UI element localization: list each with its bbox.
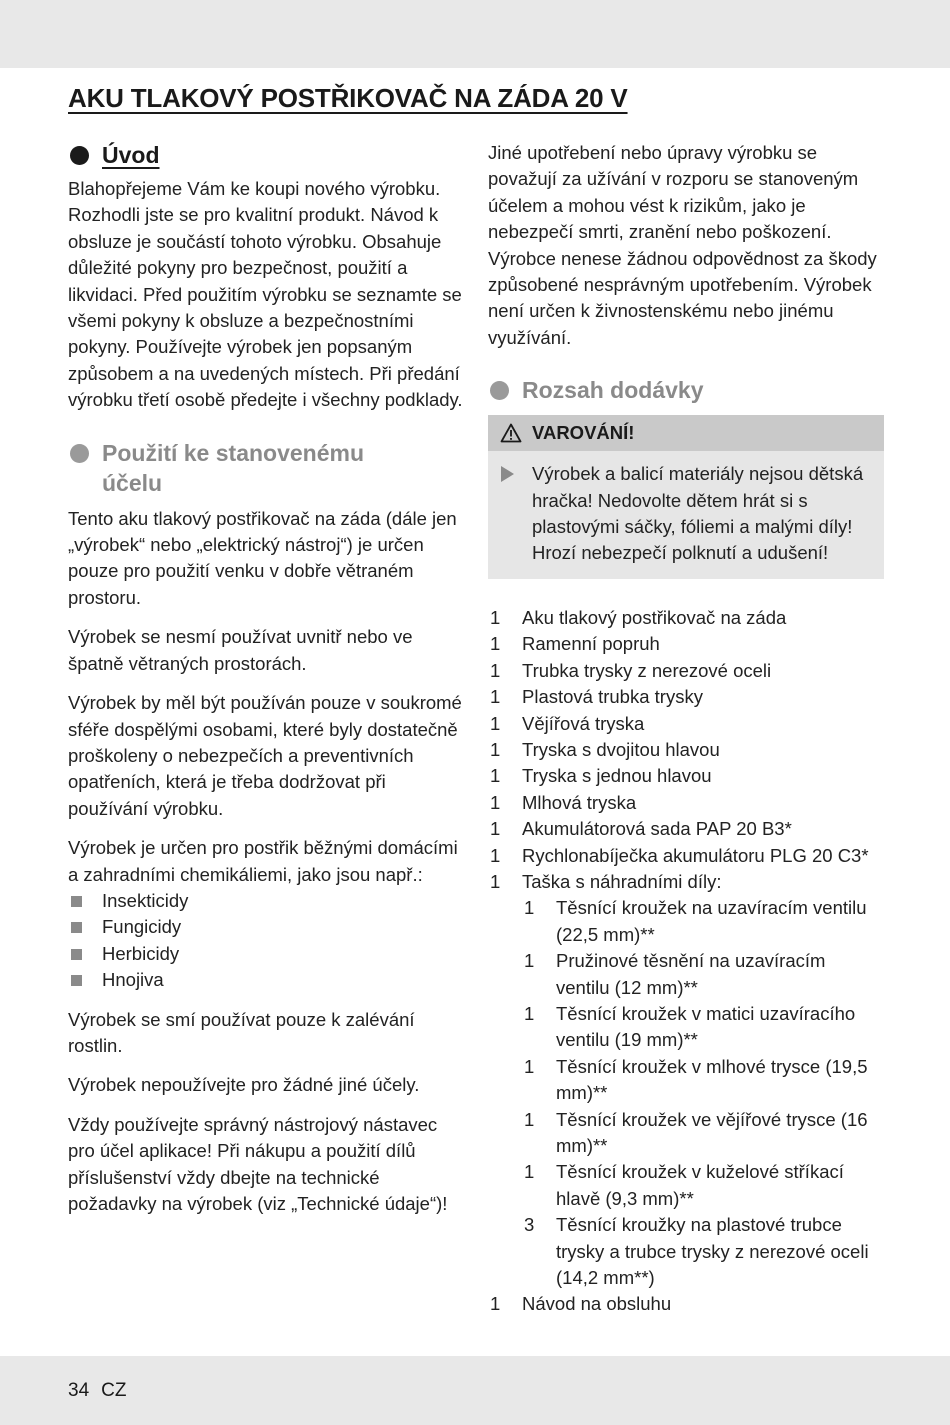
chemicals-list (68, 888, 466, 994)
intro-paragraph: Blahopřejeme Vám ke koupi nového výrobku. Rozhodli jste se pro kvalitní produkt. Návod k obsluze je součástí tohoto výrobku. Obsahuje důležité pokyny pro bezpečnost, použití a likvidaci. Před použitím výrobku se seznamte se všemi pokyny k obsluze a bezpečnostními pokyny. Používejte výrobek jen popsaným způsobem a na uvedených místech. Při předání výrobku třetí osobě předejte i všechny podklady. (68, 178, 463, 411)
document-title: AKU TLAKOVÝ POSTŘIKOVAČ NA ZÁDA 20 V (68, 83, 628, 113)
list-item: 1 Plastová trubka trysky (490, 686, 703, 708)
usage-paragraph-1: Tento aku tlakový postřikovač na záda (dále jen „výrobek“ nebo „elektrický nástroj“) je určen pouze pro použití venku v dobře větraném prostoru. (68, 507, 457, 608)
bullet-dot-icon (490, 381, 509, 400)
page-footer (68, 1378, 126, 1404)
list-item: 1 Taška s náhradními díly: 1 Těsnící kroužek na uzavíracím ventilu (22,5 mm)** 1 Pružinové těsnění na uzavíracím ventilu (12 mm)** 1 Těsnící kroužek v matici uzavíracího ventilu (19 mm)** 1 Těsnící kroužek v mlhové trysce (19,5 mm)** 1 Těsnící kroužek ve vějířové trysce (16 mm)** 1 Těsnící kroužek v kuželové stříkací hlavě (9,3 mm)** 3 Těsnící kroužky na plastové trubce trysky a trubce trysky z nerezové oceli (14,2 mm**) (488, 869, 884, 1292)
list-item: 1 Tryska s jednou hlavou (490, 765, 712, 787)
list-item: 1 Těsnící kroužek ve vějířové trysce (16 mm)** (524, 1108, 868, 1156)
usage-paragraph-4: Výrobek je určen pro postřik běžnými domácími a zahradními chemikáliemi, jako jsou např.: (68, 837, 458, 885)
warning-triangle-icon (500, 423, 522, 443)
arrow-right-icon (501, 466, 514, 482)
delivery-list (488, 605, 884, 1318)
list-item: 1 Těsnící kroužek v kuželové stříkací hlavě (9,3 mm)** (524, 1161, 844, 1209)
language-code: CZ (101, 1380, 127, 1401)
square-bullet-icon (71, 896, 82, 907)
usage-paragraph-8: Jiné upotřebení nebo úpravy výrobku se považují za užívání v rozporu se stanoveným účelem a mohou vést k rizikům, jako je nebezpečí smrti, zranění nebo poškození. Výrobce nenese žádnou odpovědnost za škody způsobené nesprávným upotřebením. Výrobek není určen k živnostenskému nebo jinému využívání. (488, 142, 877, 348)
spare-parts-list (522, 895, 884, 1291)
list-item: 1 Akumulátorová sada PAP 20 B3* (490, 818, 792, 840)
delivery-heading: Rozsah dodávky (488, 375, 884, 405)
square-bullet-icon (71, 949, 82, 960)
list-item: 1 Rychlonabíječka akumulátoru PLG 20 C3* (490, 844, 869, 866)
header-band (0, 0, 950, 68)
square-bullet-icon (71, 922, 82, 933)
list-item: 1 Tryska s dvojitou hlavou (490, 738, 720, 760)
list-item: Insekticidy (68, 888, 466, 914)
list-item: 3 Těsnící kroužky na plastové trubce trysky a trubce trysky z nerezové oceli (14,2 mm**) (524, 1214, 869, 1289)
usage-paragraph-3: Výrobek by měl být používán pouze v soukromé sféře dospělými osobami, které byly dostatečně proškoleny o nebezpečích a preventivních opatřeních, která je třeba dodržovat při používání výrobku. (68, 692, 462, 819)
usage-heading: Použití ke stanovenému účelu (68, 438, 466, 498)
list-item: 1 Aku tlakový postřikovač na záda (490, 606, 787, 628)
list-item: Herbicidy (68, 941, 466, 967)
usage-paragraph-7: Vždy používejte správný nástrojový nástavec pro účel aplikace! Při nákupu a použití dílů příslušenství vždy dbejte na technické požadavky na výrobek (viz „Technické údaje“)! (68, 1113, 448, 1214)
square-bullet-icon (71, 975, 82, 986)
usage-paragraph-2: Výrobek se nesmí používat uvnitř nebo ve špatně větraných prostorách. (68, 626, 413, 674)
footer-band (0, 1356, 950, 1425)
bullet-dot-icon (70, 444, 89, 463)
list-item: 1 Pružinové těsnění na uzavíracím ventilu (12 mm)** (524, 950, 826, 998)
usage-paragraph-6: Výrobek nepoužívejte pro žádné jiné účely. (68, 1074, 420, 1096)
list-item: 1 Ramenní popruh (490, 633, 660, 655)
page-number: 34 (68, 1380, 90, 1401)
warning-text: Výrobek a balicí materiály nejsou dětská hračka! Nedovolte dětem hrát si s plastovými sáčky, fóliemi a malými díly! Hrozí nebezpečí polknutí a udušení! (532, 463, 864, 564)
warning-header (488, 415, 884, 451)
list-item: 1 Návod na obsluhu (490, 1293, 672, 1315)
warning-box (488, 415, 884, 579)
list-item: Fungicidy (68, 914, 466, 940)
warning-body (488, 451, 884, 567)
list-item: 1 Těsnící kroužek v mlhové trysce (19,5 mm)** (524, 1055, 868, 1104)
list-item: 1 Mlhová tryska (490, 791, 637, 813)
list-item: 1 Trubka trysky z nerezové oceli (490, 659, 772, 681)
left-column (68, 140, 466, 1230)
usage-paragraph-5: Výrobek se smí používat pouze k zalévání rostlin. (68, 1008, 415, 1056)
list-item: 1 Vějířová tryska (490, 712, 645, 734)
list-item: Hnojiva (68, 967, 466, 993)
right-column (488, 140, 884, 1318)
list-item: 1 Těsnící kroužek v matici uzavíracího ventilu (19 mm)** (524, 1002, 856, 1051)
list-item: 1 Těsnící kroužek na uzavíracím ventilu (22,5 mm)** (524, 897, 867, 945)
warning-title: VAROVÁNÍ! (532, 422, 635, 444)
bullet-dot-icon (70, 146, 89, 165)
intro-heading: Úvod (68, 140, 466, 170)
